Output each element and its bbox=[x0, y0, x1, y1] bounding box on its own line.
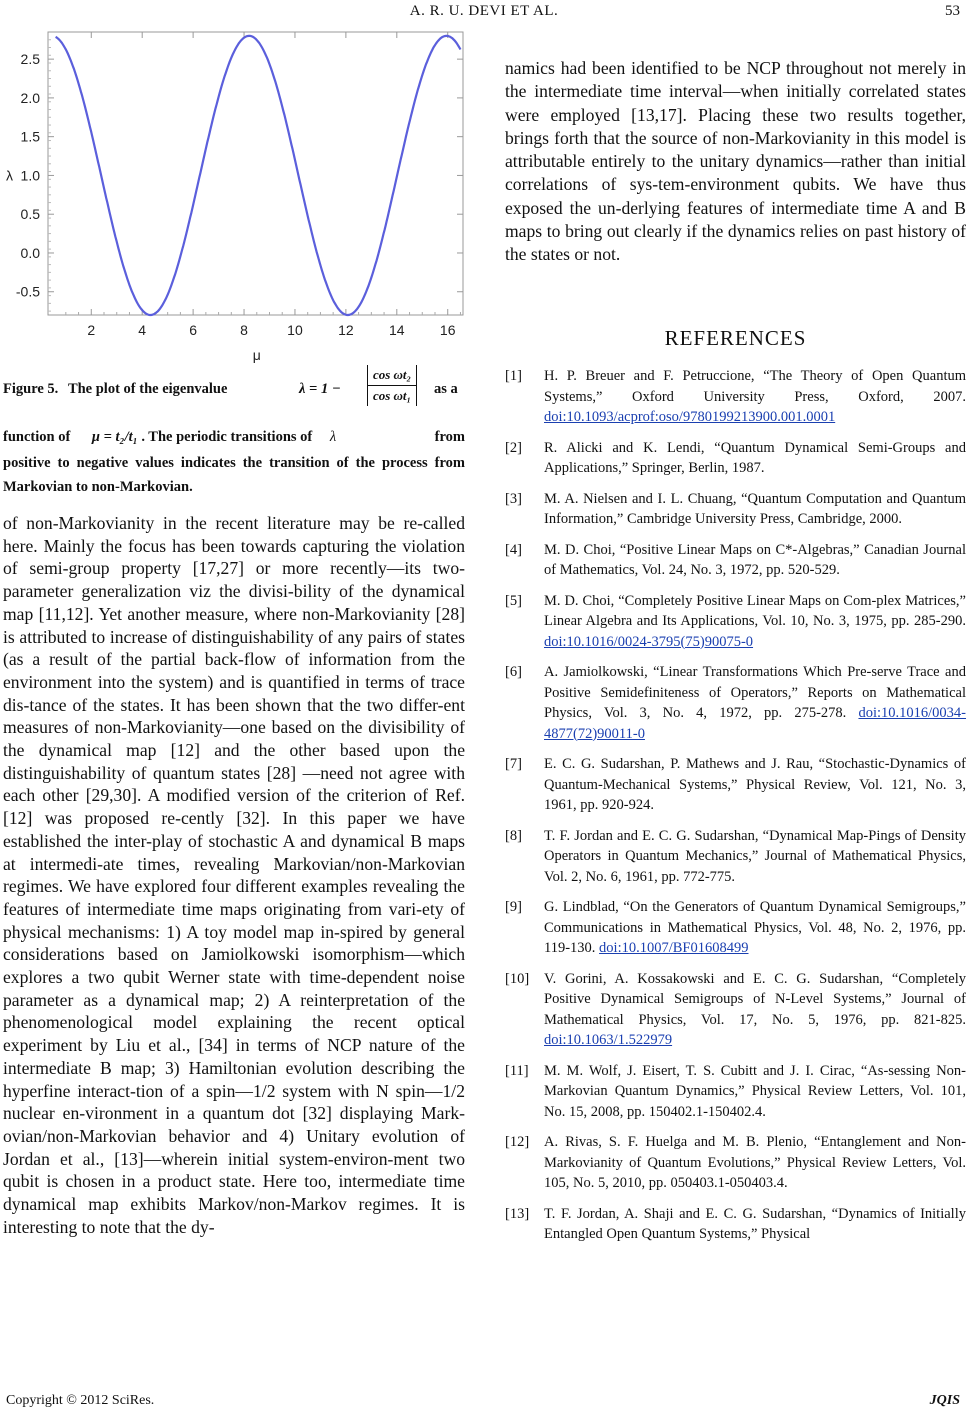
reference-number: [5] bbox=[505, 592, 522, 609]
reference-text: A. Jamiolkowski, “Linear Transformations Which Pre-serve Trace and Positive Semidefiniteness of Operators,” Reports on Mathematical Physics, Vol. 3, No. 4, 1972, pp. 275-278. bbox=[544, 664, 966, 721]
x-tick-label: 2 bbox=[87, 322, 96, 338]
reference-text: G. Lindblad, “On the Generators of Quantum Dynamical Semigroups,” Communications in Mathematical Physics, Vol. 48, No. 2, 1976, pp. 119-130. bbox=[544, 899, 966, 956]
caption-text-d: . The periodic transitions of bbox=[141, 429, 313, 445]
y-tick-label: 2.5 bbox=[20, 51, 40, 68]
reference-text: T. F. Jordan, A. Shaji and E. C. G. Sudarshan, “Dynamics of Initially Entangled Open Quantum Systems,” Physical bbox=[544, 1205, 966, 1242]
eq-fraction bbox=[367, 365, 417, 406]
reference-text: A. Rivas, S. F. Huelga and M. B. Plenio, “Entanglement and Non-Markovianity of Quantum Evolutions,” Physical Review Letters, Vol. 105, No. 5, 2010, pp. 050403.1-050403.4. bbox=[544, 1134, 966, 1191]
caption-equation bbox=[299, 365, 412, 403]
reference-text: R. Alicki and K. Lendi, “Quantum Dynamical Semi-Groups and Applications,” Springer, Berlin, 1987. bbox=[544, 439, 966, 476]
x-tick-label: 6 bbox=[189, 322, 198, 338]
reference-item bbox=[505, 662, 966, 744]
doi-link[interactable]: doi:10.1093/acprof:oso/9780199213900.001.0001 bbox=[544, 409, 836, 425]
plot-frame bbox=[48, 32, 463, 315]
y-tick-label: 0.0 bbox=[20, 244, 40, 261]
y-tick-label: 1.0 bbox=[20, 167, 40, 184]
eq-lambda-sym: λ bbox=[329, 429, 337, 445]
reference-text: M. M. Wolf, J. Eisert, T. S. Cubitt and J. I. Cirac, “As-sessing Non-Markovian Quantum Dynamics,” Physical Review Letters, Vol. 101, No. 15, 2008, pp. 150402.1-150402.4. bbox=[544, 1062, 966, 1120]
reference-number: [3] bbox=[505, 490, 522, 507]
reference-number: [9] bbox=[505, 899, 522, 915]
doi-link[interactable]: doi:10.1016/0034-4877(72)90011-0 bbox=[544, 705, 966, 742]
eq-mu: μ = t₂/t₁ bbox=[91, 429, 138, 445]
reference-item bbox=[505, 489, 966, 530]
reference-number: [8] bbox=[505, 827, 522, 844]
x-axis-label: μ bbox=[252, 347, 261, 363]
x-tick-label: 16 bbox=[439, 322, 456, 338]
doi-link[interactable]: doi:10.1016/0024-3795(75)90075-0 bbox=[544, 633, 754, 650]
caption-text-a: The plot of the eigenvalue bbox=[67, 381, 228, 397]
reference-text: M. D. Choi, “Completely Positive Linear Maps on Com-plex Matrices,” Linear Algebra and Its Applications, Vol. 10, No. 3, 1975, pp. 285-290. bbox=[544, 592, 966, 629]
y-tick-label: -0.5 bbox=[15, 283, 40, 300]
copyright-text: Copyright © 2012 SciRes. bbox=[6, 1393, 155, 1408]
journal-abbrev: JQIS bbox=[929, 1393, 960, 1408]
reference-number: [6] bbox=[505, 664, 522, 680]
reference-text: T. F. Jordan and E. C. G. Sudarshan, “Dynamical Map-Pings of Density Operators in Quantum Mechanics,” Journal of Mathematical Physics, Vol. 2, No. 6, 1961, pp. 772-775. bbox=[544, 827, 966, 885]
x-tick-label: 14 bbox=[389, 322, 405, 338]
caption-text-e: from bbox=[434, 429, 465, 445]
reference-number: [10] bbox=[505, 970, 530, 987]
reference-item bbox=[505, 591, 966, 653]
x-tick-label: 8 bbox=[240, 322, 248, 338]
x-tick-label: 12 bbox=[338, 322, 354, 338]
reference-item bbox=[505, 969, 966, 1051]
reference-number: [12] bbox=[505, 1134, 530, 1150]
page-number: 53 bbox=[945, 3, 960, 19]
doi-link[interactable]: doi:10.1007/BF01608499 bbox=[599, 940, 749, 956]
reference-text: H. P. Breuer and F. Petruccione, “The Theory of Open Quantum Systems,” Oxford University Press, Oxford, 2007. bbox=[544, 368, 966, 405]
caption-text-c: function of bbox=[3, 429, 71, 445]
reference-text: M. A. Nielsen and I. L. Chuang, “Quantum Computation and Quantum Information,” Cambridge University Press, Cambridge, 2000. bbox=[544, 490, 966, 527]
eq-denominator: cos ωt₁ bbox=[372, 388, 412, 403]
caption-label: Figure 5. bbox=[3, 381, 59, 397]
y-axis-label: λ bbox=[6, 167, 13, 184]
reference-item bbox=[505, 1132, 966, 1194]
reference-text: M. D. Choi, “Positive Linear Maps on C*-Algebras,” Canadian Journal of Mathematics, Vol. 24, No. 3, 1972, pp. 520-529. bbox=[544, 541, 966, 578]
reference-number: [7] bbox=[505, 756, 522, 772]
reference-item bbox=[505, 366, 966, 428]
reference-number: [13] bbox=[505, 1205, 530, 1222]
y-tick-label: 1.5 bbox=[20, 128, 40, 145]
running-header bbox=[0, 3, 968, 25]
caption-text-f: positive to negative values indicates the transition of the process from Markovian to non-Markovian. bbox=[3, 455, 465, 495]
page-footer bbox=[6, 1393, 960, 1409]
eq-lambda: λ = 1 − bbox=[299, 381, 341, 397]
reference-number: [4] bbox=[505, 541, 522, 558]
reference-number: [1] bbox=[505, 368, 522, 384]
reference-item bbox=[505, 1204, 966, 1245]
caption-text-b: as a bbox=[434, 381, 458, 397]
y-tick-label: 2.0 bbox=[20, 89, 40, 106]
left-paragraph: of non-Markovianity in the recent literature may be re-called here. Mainly the focus has been towards capturing the violation of semi-group property [17,27] or more recently—its two-parameter generalization viz the divisi-bility of the dynamical map [11,12]. Yet another measure, where non-Markovianity [28] is attributed to increase of distinguishability of any pairs of states (as a result of the partial back-flow of information from the environment into the system) and is quantified in terms of trace dis-tance of the states. It has been shown that the two differ-ent measures of non-Markovianity—one based on the divisibility of the dynamical map [12] and the other based upon the distinguishability of quantum states [28] —need not agree with each other [29,30]. A modified version of the criterion of Ref. [12] was proposed re-cently [32]. In this paper we have established the inter-play of stochastic A and dynamical B maps at intermedi-ate times, revealing Markovian/non-Markovian regimes. We have explored four different examples revealing the features of intermediate time maps originating from vari-ety of physical mechanisms: 1) A toy model map in-spired by general considerations based on Jamiolkowski isomorphism—which explores a two qubit Werner state with time-dependent noise parameter as a dynamical map; 2) A reinterpretation of the phenomenological model explaining the recent optical experiment by Liu et al., [34] in terms of NCP nature of the intermediate B map; 3) Hamiltonian evolution describing the hyperfine interact-tion of a spin—1/2 system with N spin—1/2 nuclear en-vironment in a quantum dot [32] displaying Mark-ovian/non-Markovian behavior and 4) Unitary evolution of Jordan et al., [13]—wherein initial system-environ-ment two qubit is chosen in a product state. Here too, intermediate time dynamical map exhibits Markov/non-Markov regimes. It is interesting to note that the dy- bbox=[3, 513, 465, 1237]
doi-link[interactable]: doi:10.1063/1.522979 bbox=[544, 1032, 673, 1048]
references-list bbox=[505, 366, 966, 1255]
reference-text: V. Gorini, A. Kossakowski and E. C. G. Sudarshan, “Completely Positive Dynamical Semigroups of N-Level Systems,” Journal of Mathematical Physics, Vol. 17, No. 5, 1976, pp. 821-825. bbox=[544, 970, 966, 1028]
reference-item bbox=[505, 897, 966, 959]
reference-text: E. C. G. Sudarshan, P. Mathews and J. Rau, “Stochastic-Dynamics of Quantum-Mechanical Systems,” Physical Review, Vol. 121, No. 3, 1961, pp. 920-924. bbox=[544, 756, 966, 813]
reference-item bbox=[505, 826, 966, 888]
eigenvalue-plot bbox=[0, 30, 468, 380]
eigenvalue-curve bbox=[56, 36, 461, 315]
body-text-right bbox=[505, 57, 966, 267]
y-tick-label: 0.5 bbox=[20, 206, 40, 223]
eq-numerator: cos ωt₂ bbox=[368, 365, 416, 386]
body-text-left bbox=[3, 512, 465, 1239]
reference-item bbox=[505, 438, 966, 479]
references-heading: REFERENCES bbox=[664, 326, 807, 350]
reference-item bbox=[505, 540, 966, 581]
right-paragraph: namics had been identified to be NCP throughout not merely in the intermediate time interval—when initially correlated states were employed [13,17]. Placing these two results together, brings forth that the source of non-Markovianity in this model is attributable entirely to the unitary dynamics—rather than initial correlations of sys-tem-environment qubits. We have thus exposed the un-derlying features of intermediate time A and B maps to bring out clearly if the dynamics relies on past history of the states or not. bbox=[505, 58, 966, 265]
x-tick-label: 4 bbox=[138, 322, 147, 338]
reference-item bbox=[505, 754, 966, 816]
reference-number: [2] bbox=[505, 439, 522, 456]
figure-5-chart bbox=[0, 30, 468, 380]
reference-item bbox=[505, 1061, 966, 1123]
reference-number: [11] bbox=[505, 1062, 529, 1079]
running-title: A. R. U. DEVI ET AL. bbox=[409, 3, 559, 19]
x-tick-label: 10 bbox=[287, 322, 303, 338]
